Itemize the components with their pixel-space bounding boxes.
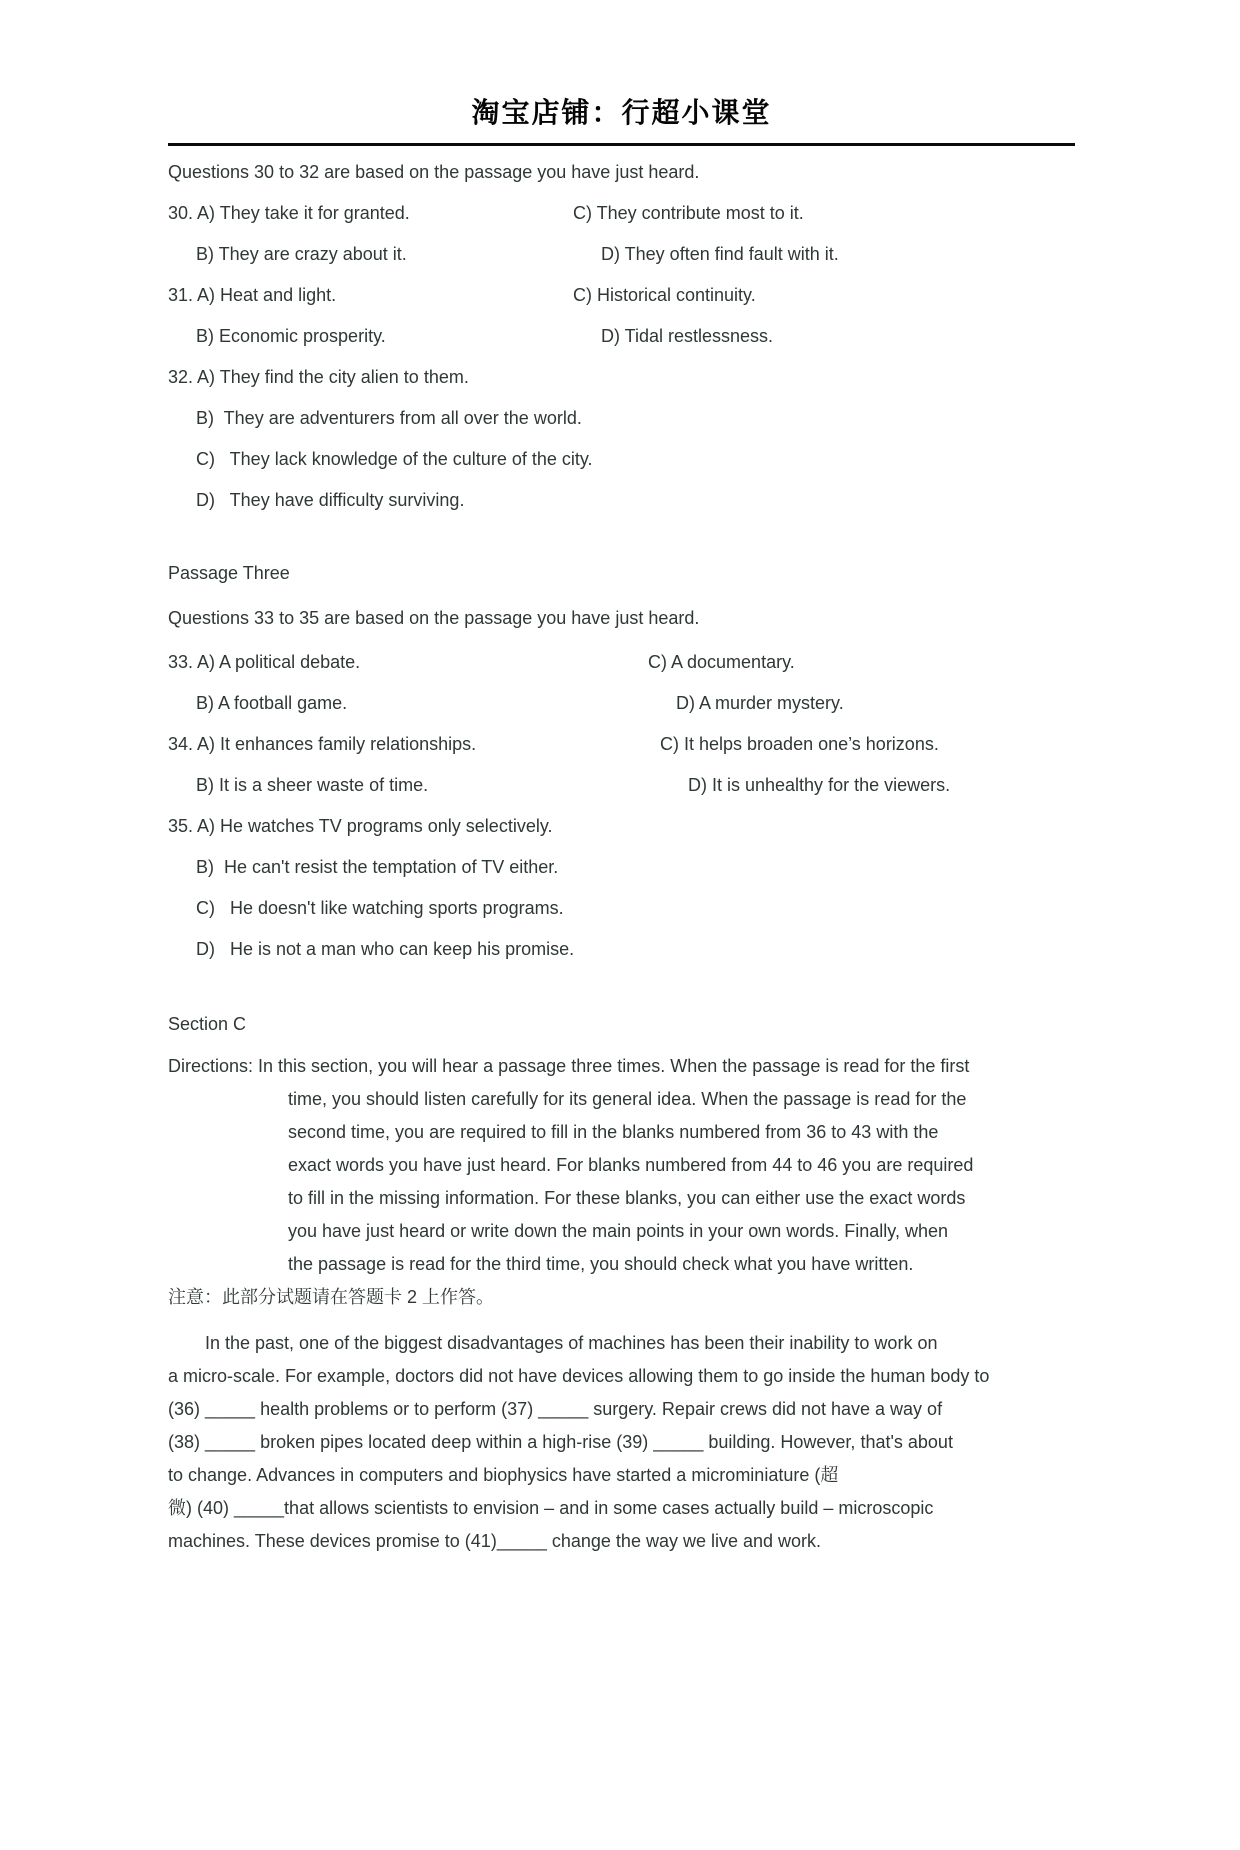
directions-line: the passage is read for the third time, you should check what you have written. [288, 1254, 914, 1274]
exam-page [0, 96, 1240, 1850]
option-34-a: 34. A) It enhances family relationships. [168, 734, 477, 754]
question-row [168, 275, 1075, 316]
option-30-b: B) They are crazy about it. [196, 244, 407, 264]
question-30 [168, 193, 1075, 275]
option-30-c: C) They contribute most to it. [573, 203, 804, 223]
passage-line-blank-40: 微) (40) _____that allows scientists to envision – and in some cases actually build – microscopic [168, 1498, 934, 1518]
page-content [0, 96, 1240, 1558]
option-30-a: 30. A) They take it for granted. [168, 203, 410, 223]
question-row [168, 642, 1075, 683]
section-c-directions [168, 1050, 1075, 1281]
option-34-b: B) It is a sheer waste of time. [196, 775, 429, 795]
question-row [168, 316, 1075, 357]
question-35 [168, 806, 1075, 970]
option-32-b: B) They are adventurers from all over the world. [196, 408, 582, 428]
option-31-a: 31. A) Heat and light. [168, 285, 337, 305]
question-row [168, 765, 1075, 806]
question-row [168, 234, 1075, 275]
option-32-a: 32. A) They find the city alien to them. [168, 367, 469, 387]
question-34 [168, 724, 1075, 806]
option-30-d: D) They often find fault with it. [601, 244, 839, 264]
answer-sheet-note: 注意：此部分试题请在答题卡 2 上作答。 [168, 1287, 495, 1307]
passage-line-blank-36-37: (36) _____ health problems or to perform (37) _____ surgery. Repair crews did not have a way of [168, 1399, 943, 1419]
question-33 [168, 642, 1075, 724]
question-32 [168, 357, 1075, 521]
option-35-b: B) He can't resist the temptation of TV either. [196, 857, 559, 877]
option-31-c: C) Historical continuity. [573, 285, 756, 305]
option-33-d: D) A murder mystery. [676, 693, 844, 713]
option-33-b: B) A football game. [196, 693, 348, 713]
option-35-a: 35. A) He watches TV programs only selectively. [168, 816, 553, 836]
questions-33-35 [168, 642, 1075, 970]
option-32-c: C) They lack knowledge of the culture of the city. [196, 449, 593, 469]
option-31-b: B) Economic prosperity. [196, 326, 386, 346]
passage-line-blank-38-39: (38) _____ broken pipes located deep within a high-rise (39) _____ building. However, that's about [168, 1432, 953, 1452]
passage-three-heading: Passage Three [168, 563, 290, 583]
section-c-heading: Section C [168, 1014, 247, 1034]
directions-line: second time, you are required to fill in the blanks numbered from 36 to 43 with the [288, 1122, 939, 1142]
directions-line: time, you should listen carefully for its general idea. When the passage is read for the [288, 1089, 967, 1109]
dictation-passage [168, 1327, 1075, 1558]
passage-two-intro: Questions 30 to 32 are based on the passage you have just heard. [168, 162, 700, 182]
question-31 [168, 275, 1075, 357]
passage-three-intro: Questions 33 to 35 are based on the passage you have just heard. [168, 608, 700, 628]
question-row [168, 724, 1075, 765]
option-34-c: C) It helps broaden one’s horizons. [660, 734, 939, 754]
option-35-c: C) He doesn't like watching sports programs. [196, 898, 564, 918]
option-34-d: D) It is unhealthy for the viewers. [688, 775, 951, 795]
passage-line: In the past, one of the biggest disadvantages of machines has been their inability to work on [205, 1333, 938, 1353]
option-31-d: D) Tidal restlessness. [601, 326, 774, 346]
option-33-a: 33. A) A political debate. [168, 652, 361, 672]
passage-line-blank-41: machines. These devices promise to (41)_____ change the way we live and work. [168, 1531, 822, 1551]
question-row [168, 193, 1075, 234]
question-row [168, 683, 1075, 724]
option-32-d: D) They have difficulty surviving. [196, 490, 465, 510]
option-33-c: C) A documentary. [648, 652, 795, 672]
directions-line: to fill in the missing information. For these blanks, you can either use the exact words [288, 1188, 966, 1208]
passage-line: to change. Advances in computers and biophysics have started a microminiature (超 [168, 1465, 839, 1485]
directions-line: you have just heard or write down the main points in your own words. Finally, when [288, 1221, 948, 1241]
option-35-d: D) He is not a man who can keep his promise. [196, 939, 575, 959]
directions-line: exact words you have just heard. For blanks numbered from 44 to 46 you are required [288, 1155, 974, 1175]
header-divider [168, 143, 1075, 146]
passage-line: a micro-scale. For example, doctors did not have devices allowing them to go inside the human body to [168, 1366, 990, 1386]
directions-line: Directions: In this section, you will hear a passage three times. When the passage is read for the first [168, 1056, 970, 1076]
page-title: 淘宝店铺：行超小课堂 [471, 97, 772, 128]
